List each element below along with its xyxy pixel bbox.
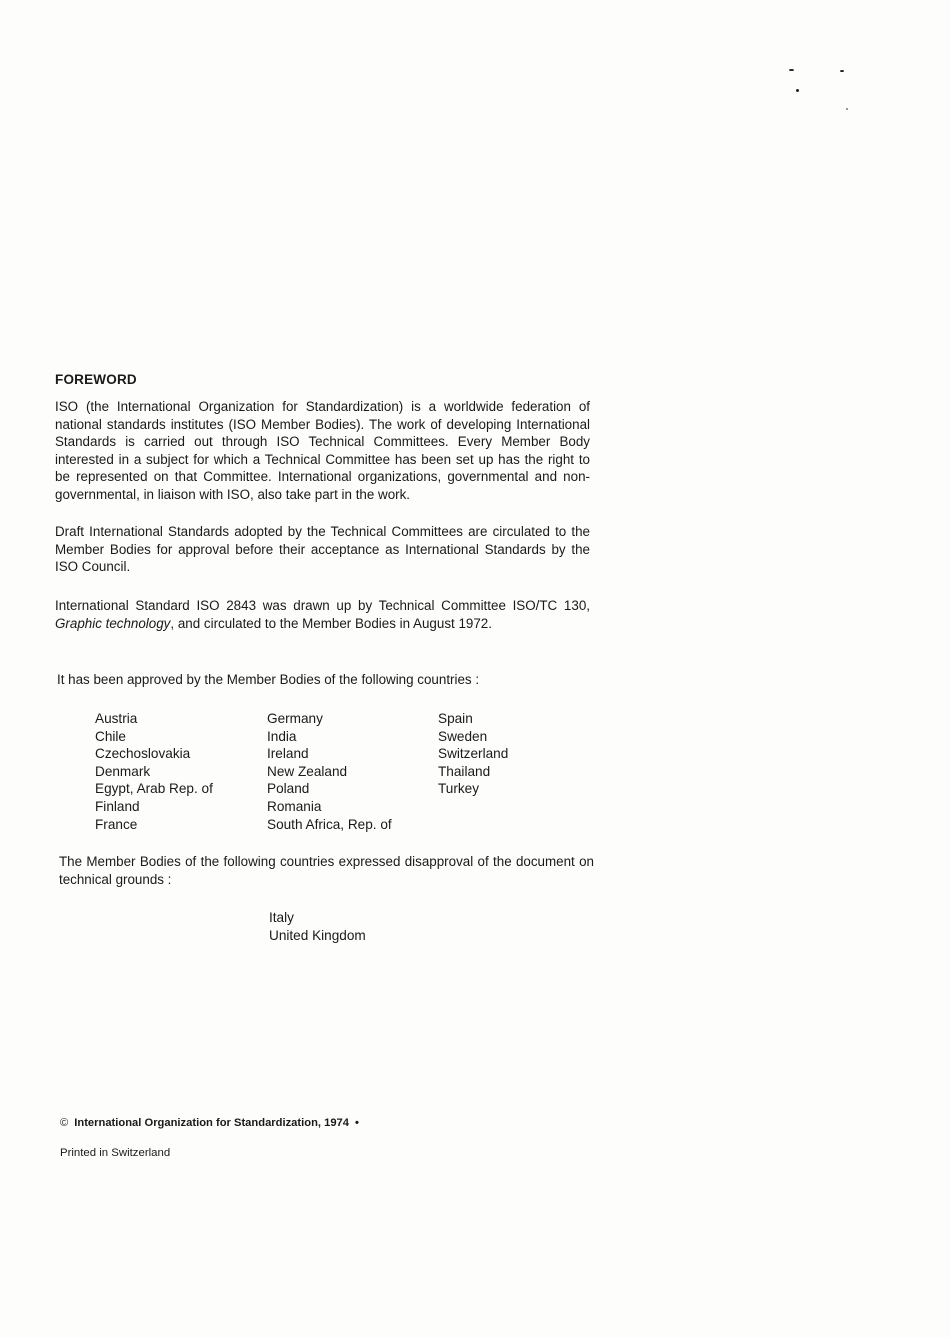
disapproving-countries <box>269 909 366 944</box>
approving-countries-column-2 <box>267 710 392 833</box>
country-name: Italy <box>269 910 294 925</box>
country-name: Finland <box>95 798 140 814</box>
country-name: Turkey <box>438 781 480 797</box>
country-name: Sweden <box>438 728 488 744</box>
foreword-paragraph-2: Draft International Standards adopted by the Technical Committees are circulated to the Member Bodies for approval before their acceptance as International Standards by the ISO Council. <box>55 524 590 575</box>
paragraph-3-start: International Standard ISO 2843 was drawn up by Technical Committee ISO/TC 130, <box>55 598 590 613</box>
bullet-icon: • <box>355 1117 359 1129</box>
disapproval-intro: The Member Bodies of the following countries expressed disapproval of the document on technical grounds : <box>59 854 594 887</box>
country-name: Ireland <box>267 746 309 762</box>
country-name: Chile <box>95 728 126 744</box>
country-name: Switzerland <box>438 746 509 762</box>
country-name: India <box>267 728 297 744</box>
scan-mark <box>840 70 844 72</box>
approving-countries-column-1 <box>95 710 213 833</box>
paragraph-3-end: , and circulated to the Member Bodies in August 1972. <box>170 615 492 631</box>
country-name: Egypt, Arab Rep. of <box>95 781 213 797</box>
country-name: Thailand <box>438 763 491 779</box>
scan-mark <box>796 89 799 92</box>
foreword-paragraph-1: ISO (the International Organization for Standardization) is a worldwide federation of national standards institutes (ISO Member Bodies). The work of developing International Standards is carried out through ISO Technical Committees. Every Member Body interested in a subject for which a Technical Committee has been set up has the right to be represented on that Committee. International organizations, governmental and non-governmental, in liaison with ISO, also take part in the work. <box>55 399 590 502</box>
copyright-text: International Organization for Standardization, 1974 <box>74 1117 350 1129</box>
printed-location: Printed in Switzerland <box>60 1147 171 1159</box>
approval-intro: It has been approved by the Member Bodies of the following countries : <box>57 672 480 687</box>
country-name: Denmark <box>95 763 151 779</box>
copyright-symbol: © <box>60 1117 69 1129</box>
country-name: New Zealand <box>267 763 348 779</box>
foreword-paragraph-3 <box>55 597 590 632</box>
scan-mark <box>846 108 848 110</box>
country-name: United Kingdom <box>269 927 366 943</box>
country-name: Spain <box>438 711 473 726</box>
country-name: South Africa, Rep. of <box>267 816 392 832</box>
approving-countries-column-3 <box>438 710 508 798</box>
country-name: Romania <box>267 798 322 814</box>
country-name: Czechoslovakia <box>95 746 191 762</box>
country-name: Poland <box>267 781 310 797</box>
country-name: Germany <box>267 711 323 726</box>
scan-mark <box>789 69 794 71</box>
copyright-notice <box>60 1117 359 1129</box>
country-name: France <box>95 816 138 832</box>
committee-title: Graphic technology <box>55 615 171 631</box>
foreword-heading: FOREWORD <box>55 372 137 387</box>
country-name: Austria <box>95 711 138 726</box>
